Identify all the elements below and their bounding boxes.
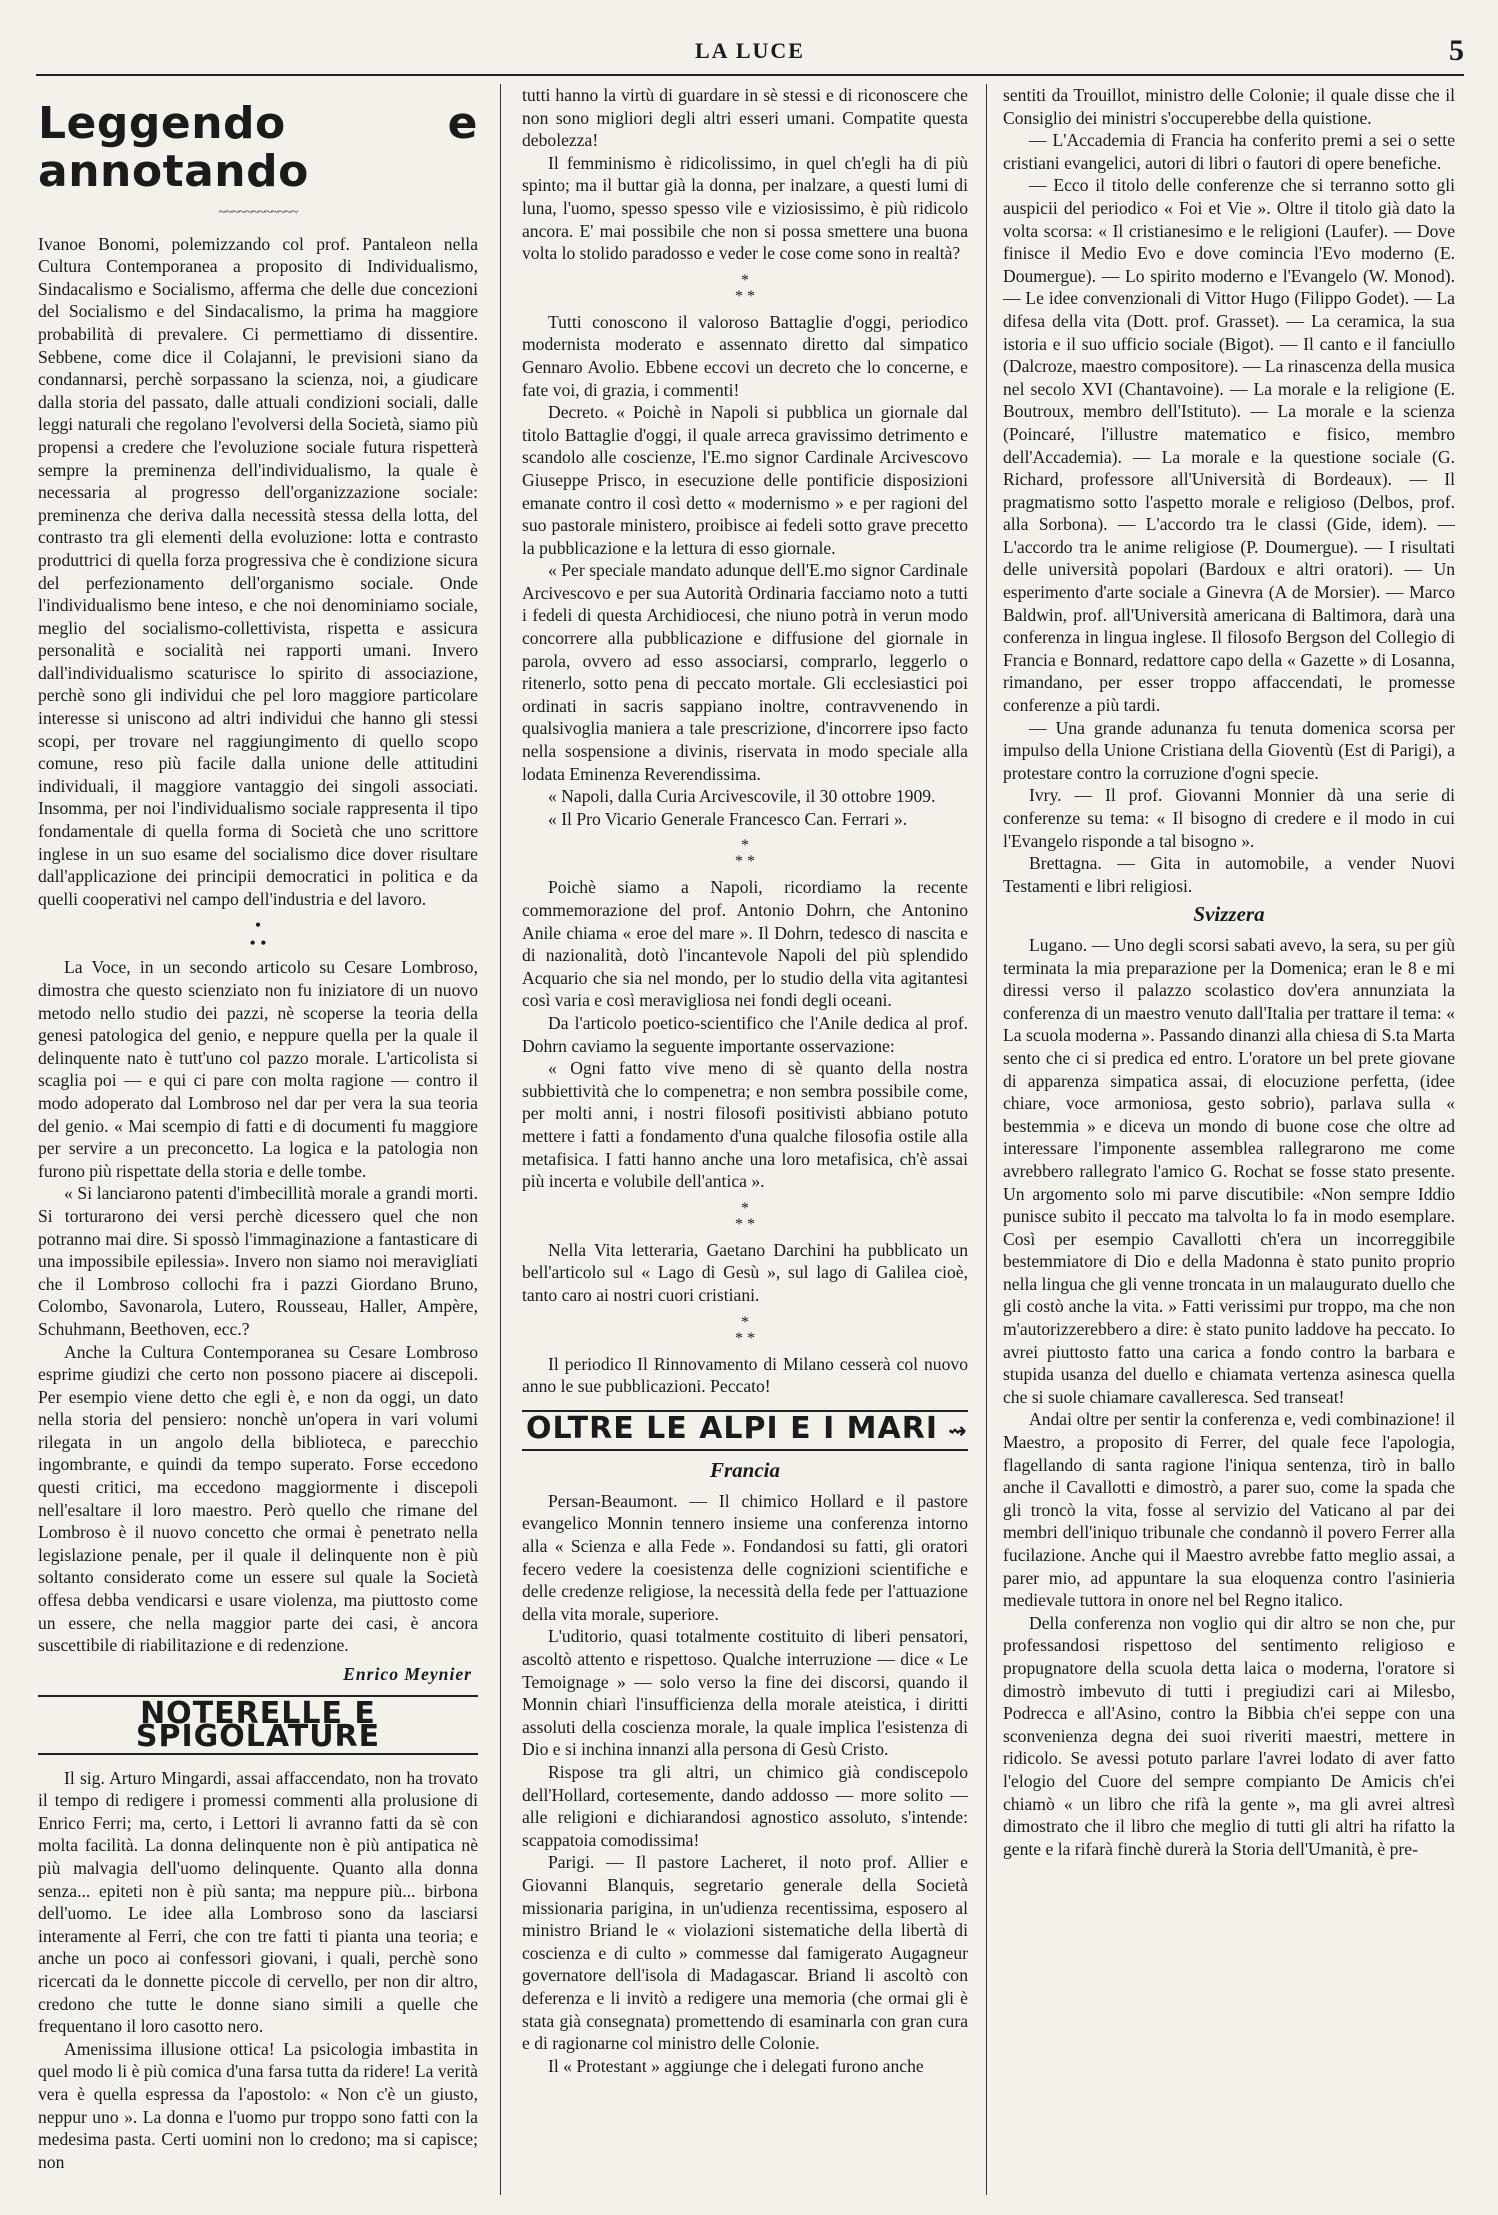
paragraph: Decreto. « Poichè in Napoli si pubblica un giornale dal titolo Battaglie d'oggi, il quale arreca gravissimo detrimento e scandolo alle coscienze, l'E.mo signor Cardinale Arcivescovo Giuseppe Prisco, in esecuzione delle pontificie disposizioni emanate contro il così detto « modernismo » e per ragioni del suo pastorale ministero, proibisce ai fedeli sotto grave precetto la pubblicazione e la lettura di esso giornale.	[522, 402, 968, 558]
paragraph: Amenissima illusione ottica! La psicologia imbastita in quel modo li è più comica d'una farsa tutta da ridere! La verità vera è quella espressa da l'apostolo: « Non c'è un giusto, neppur uno ». La donna e l'uomo pur troppo sono fatti con la medesima pasta. Certi uomini non lo credono; ma si capisce; non	[38, 2038, 478, 2172]
separator-asterisks: * * *	[735, 271, 755, 305]
paragraph: Nella Vita letteraria, Gaetano Darchini ha pubblicato un bell'articolo sul « Lago di Gesù », sul lago di Galilea cioè, tanto caro ai nostri cuori cristiani.	[522, 1239, 968, 1305]
subsection-title: Francia	[709, 1458, 780, 1483]
banner-arrow-icon: ⇝	[948, 1418, 968, 1444]
paragraph: Andai oltre per sentir la conferenza e, vedi combinazione! il Maestro, a proposito di Ferrer, del quale fece l'apologia, flagellando di santa ragione l'iniqua sentenza, tirò in ballo anche il Cavallotti e dimostrò, a parer suo, come la spada che gli troncò la vita, fosse al servizio del Vaticano al par dei membri dell'iniquo tribunale che condannò il povero Ferrer alla fucilazione. Anche qui il Maestro avrebbe fatto meglio assai, a parer mio, ad appuntare la sua eloquenza contro l'asinieria medievale tuttora in onore nel bel Regno italico.	[1003, 1409, 1455, 1611]
column-rule-1	[500, 84, 501, 2195]
separator-asterisks: * * *	[735, 1199, 755, 1233]
paragraph: Ivry. — Il prof. Giovanni Monnier dà una serie di conferenze su tema: « Il bisogno di credere e il modo in cui l'Evangelo risponde a tal bisogno ».	[1003, 785, 1455, 851]
page-number: 5	[1449, 34, 1464, 67]
banner-title: OLTRE LE ALPI E I MARI	[526, 1410, 939, 1446]
paragraph: La Voce, in un secondo articolo su Cesare Lombroso, dimostra che questo scienziato non fu iniziatore di un nuovo metodo nello studio dei pazzi, nè scoperse la teoria della genesi patologica del genio, e neppure quella per la quale il delinquente nato è tutt'uno col pazzo morale. L'articolista si scaglia poi — e qui ci pare con molta ragione — contro il modo adoperato dal Lombroso nel dar per vera la sua teoria del genio. « Mai scempio di fatti e di documenti fu maggiore per servire a un preconcetto. La logica e la patologia non furono più rispettate della storia e delle tombe.	[38, 957, 478, 1181]
column-rule-2	[986, 84, 987, 2195]
page-header	[36, 36, 1464, 76]
author-signature: Enrico Meynier	[343, 1663, 472, 1684]
paragraph: Il femminismo è ridicolissimo, in quel ch'egli ha di più spinto; ma il buttar già la donna, per inalzare, a questi lumi di luna, l'uomo, spesso spesso vile e viziosissimo, è più ridicolo ancora. E' mai possibile che non si possa smettere una buona volta lo stolido paradosso e veder le cose come sono in realtà?	[522, 152, 968, 264]
paragraph: tutti hanno la virtù di guardare in sè stessi e di riconoscere che non sono migliori degli altri esseri umani. Compatite questa debolezza!	[522, 85, 968, 151]
paragraph: Della conferenza non voglio qui dir altro se non che, pur professandosi rispettoso del sentimento religioso e propugnatore della scuola detta laica o moderna, l'oratore si dimostrò imbevuto di tutti i pregiudizi cari ai Milesbo, Podrecca e all'Asino, contro la Bibbia ch'ei seppe con una sconvenienza degna dei suoi riveriti maestri, mettere in ridicolo. Se avessi potuto parlare l'avrei lodato di aver fatto l'elogio del Cuore del sempre compianto De Amicis ch'ei chiamò « un libro che rifà la gente », ma gli avrei altresì dimostrato che il libro che meglio di tutti gli altri ha rifatto la gente e la rifarà finchè durerà la Storia dell'Umanità, è pre-	[1003, 1612, 1455, 1859]
paragraph: « Ogni fatto vive meno di sè quanto della nostra subbiettività che lo compenetra; e non sembra possibile come, per molti anni, i nostri filosofi positivisti abbiano potuto mettere i fatti a fondamento d'una qualche filosofia ostile alla metafisica. I fatti hanno anche una loro metafisica, ch'è assai più incerta e volubile dell'antica ».	[522, 1058, 968, 1192]
column-1	[38, 84, 478, 2195]
section-heading: NOTERELLE E SPIGOLATURE	[38, 1695, 478, 1754]
article-title: Leggendo e annotando	[38, 98, 478, 197]
paragraph: Ivanoe Bonomi, polemizzando col prof. Pantaleon nella Cultura Contemporanea a proposito di Individualismo, Sindacalismo e Socialismo, afferma che delle due concezioni del Socialismo e del Sindacalismo, la prima ha maggiore probabilità di prevalere. Ci permettiamo di dissentire. Sebbene, come dice il Colajanni, le previsioni siano da condannarsi, perchè sorpassano la scienza, noi, a giudicare dalla storia del passato, dalle attuali condizioni sociali, dalle leggi naturali che regolano l'evolversi della Società, siamo più propensi a credere che l'evoluzione sociale futura rispetterà sempre la preminenza dell'individualismo, la quale è necessaria al progresso dell'organizzazione sociale: preminenza che deriva dalla necessità stessa della lotta, del contrasto tra gli elementi della evoluzione: lotta e contrasto produttrici di quella forza progressiva che è condizione sicura del perfezionamento dell'organismo sociale. Onde l'individualismo bene inteso, e che noi denominiamo sociale, meglio del socialismo-collettivista, rispetta e assicura personalità e socialità nei rapporti umani. Invero dall'individualismo scaturisce lo spirito di associazione, perchè sono gli individui che pel loro maggiore particolare interesse si uniscono ad altri individui che hanno gli stessi scopi, per trovare nel raggiungimento di quello scopo comune, reso più facile dalla unione delle attitudini individuali, il maggiore vantaggio dei singoli associati. Insomma, per noi l'individualismo sociale rappresenta il tipo fondamentale di quella forma di Società che uno scrittore inglese in un suo esame del socialismo dice dover risultare dall'applicazione dei principii democratici in politica e da quelli cooperativi nel campo dell'industria e del lavoro.	[38, 233, 478, 909]
paragraph: Parigi. — Il pastore Lacheret, il noto prof. Allier e Giovanni Blanquis, segretario generale della Società missionaria parigina, in un'udienza recentissima, esposero al ministro Briand le « violazioni sistematiche della libertà di coscienza e di culto » commesse dal famigerato Augagneur governatore dell'isola di Madagascar. Briand li ascoltò con deferenza e li invitò a redigere una memoria (che ormai gli è stata già consegnata) promettendo di esaminarla con gran cura e di ragionarne col ministro delle Colonie.	[522, 1852, 968, 2054]
paragraph: Anche la Cultura Contemporanea su Cesare Lombroso esprime giudizi che certo non possono piacere ai discepoli. Per esempio viene detto che egli è, e non da oggi, un dato nella storia del pensiero: nonchè un'opera in vari volumi rilegata in un angolo della biblioteca, e parecchio ingombrante, e quindi da tempo superato. Forse eccedono questi critici, ma eccedono maggiormente i discepoli nell'esaltare il loro maestro. Però quello che rimane del Lombroso è il nuovo concetto che ormai è penetrato nella legislazione penale, per il quale il delinquente non è più soltanto considerato come un essere sul quale la Società offesa debba vendicarsi e usare violenza, ma piuttosto come un essere, che nella maggior parte dei casi, è ancora suscettibile di riabilitazione e di redenzione.	[38, 1341, 478, 1656]
paragraph: — Ecco il titolo delle conferenze che si terranno sotto gli auspicii del periodico « Foi et Vie ». Oltre il titolo già dato la volta scorsa: « Il cristianesimo e le religioni (Laufer). — Dove finisce il Medio Evo e dove comincia l'Evo moderno (E. Doumergue). — Lo spirito moderno e l'Evangelo (W. Monod). — Le idee convenzionali di Vittor Hugo (Filippo Godet). — La difesa della vita (Dott. prof. Grasset). — La ceramica, la sua istoria e il suo ufficio sociale (Bigot). — Il canto e il fanciullo (Dalcroze, maestro compositore). — La rinascenza della musica nel secolo XVI (Chantavoine). — La morale e la religione (E. Boutroux, membro dell'Istituto). — La morale e la scienza (Poincaré, l'illustre matematico e fisico, membro dell'Accademia). — La morale e la questione sociale (G. Richard, professore all'Università di Bordeaux). — Il pragmatismo sotto l'aspetto morale e religioso (Delbos, prof. alla Sorbona). — L'accordo tra le classi (Gide, idem). — L'accordo tra le anime religiose (P. Doumergue). — I risultati delle università popolari (Bardoux e altri oratori). — Un esperimento d'arte sociale a Ginevra (A de Morsier). — Marco Baldwin, prof. all'Università americana di Baltimora, darà una conferenza in lingua inglese. Il filosofo Bergson del Collegio di Francia e Bonnard, redattore capo della « Gazette » di Losanna, rimandano, per esser troppo affaccendati, le promesse conferenze a più tardi.	[1003, 175, 1455, 716]
paragraph: — L'Accademia di Francia ha conferito premi a sei o sette cristiani evangelici, autori di libri o fautori di opere benefiche.	[1003, 130, 1455, 173]
section-banner	[522, 1410, 968, 1452]
title-ornament: ~~~~~~~~~~~~	[218, 205, 298, 220]
paragraph: Persan-Beaumont. — Il chimico Hollard e il pastore evangelico Monnin tennero insieme una conferenza intorno alla « Scienza e alla Fede ». Fondandosi su fatti, gli oratori fecero vedere la coesistenza delle cognizioni scientifiche e delle credenze religiose, la necessità della fede per l'attuazione della vita morale, superiore.	[522, 1490, 968, 1624]
subsection-title: Svizzera	[1193, 902, 1265, 927]
paragraph: Il « Protestant » aggiunge che i delegati furono anche	[548, 2055, 924, 2076]
newspaper-title: LA LUCE	[695, 38, 805, 63]
separator-asterisks: * * *	[735, 837, 755, 871]
paragraph: « Si lanciarono patenti d'imbecillità morale a grandi morti. Si torturarono dei versi perchè dicessero quel che non potranno mai dire. Si spossò l'immaginazione a fantasticare di una impossibile epilessia». Invero non siamo noi meravigliati che il Lombroso collochi fra i pazzi Giordano Bruno, Colombo, Savonarola, Lutero, Rousseau, Haller, Ampère, Schuhmann, Beethoven, ecc.?	[38, 1183, 478, 1339]
paragraph: « Per speciale mandato adunque dell'E.mo signor Cardinale Arcivescovo e per sua Autorità Ordinaria facciamo noto a tutti i fedeli di questa Archidiocesi, che niuno potrà in verun modo concorrere alla pubblicazione e diffusione del giornale in parola, ovvero ad esso associarsi, comprarlo, leggerlo o ritenerlo, sotto pena di peccato mortale. Gli ecclesiastici poi ordinati in sacris sappiano inoltre, contravvenendo in qualsivoglia maniera a tale prescrizione, d'incorrere ipso facto nella sospensione a divinis, riservata in modo speciale alla lodata Eminenza Reverendissima.	[522, 560, 968, 784]
column-3	[1003, 84, 1455, 2195]
paragraph: Lugano. — Uno degli scorsi sabati avevo, la sera, su per giù terminata la mia preparazione per la Domenica; eran le 8 e mi diressi verso il palazzo scolastico dov'era annunziata la conferenza di un maestro venuto dall'Italia per trattare il tema: « La scuola moderna ». Passando dinanzi alla chiesa di S.ta Marta sento che ci si predica ed entro. L'oratore un bel prete giovane di apparenza simpatica assai, di elocuzione perfetta, (idee chiare, voce armoniosa, gesto sobrio), parlava sulla « bestemmia » e diceva un mondo di buone cose che oltre ad interessare l'imponente assemblea rallegrarono me come avrebbero rallegrato l'amico G. Rochat se fosse stato presente. Un argomento solo mi parve discutibile: «Non sempre Iddio punisce subito il peccato ma talvolta lo fa in modo esemplare. Così per esempio Cavallotti ch'era un incorreggibile bestemmiatore di Dio e della Madonna è stato punito proprio nella lingua che gli venne troncata in un malaugurato duello che gli costò anche la vita. » Fatti verissimi pur troppo, ma che non m'autorizzerebbero a dire: è stato punito laddove ha peccato. Io avrei piuttosto fatto una carica a fondo contro la barbara e stupida usanza del duello e chiamata vertenza asinesca quella che si suole chiamare cavalleresca. Sed transeat!	[1003, 934, 1455, 1407]
paragraph: Da l'articolo poetico-scientifico che l'Anile dedica al prof. Dohrn caviamo la seguente importante osservazione:	[522, 1012, 968, 1056]
paragraph: Il periodico Il Rinnovamento di Milano cesserà col nuovo anno le sue pubblicazioni. Peccato!	[522, 1353, 968, 1397]
paragraph: « Napoli, dalla Curia Arcivescovile, il 30 ottobre 1909.	[548, 786, 936, 807]
paragraph: Poichè siamo a Napoli, ricordiamo la recente commemorazione del prof. Antonio Dohrn, che Antonino Anile chiama « eroe del mare ». Il Dohrn, tedesco di nascita e di nazionalità, dotò l'incantevole Napoli del più splendido Acquario che sia nel mondo, per lo studio della vita agitantesi così varia e così meravigliosa nei fondi degli oceani.	[522, 877, 968, 1011]
paragraph: sentiti da Trouillot, ministro delle Colonie; il quale disse che il Consiglio dei ministri s'occuperebbe della quistione.	[1003, 85, 1455, 128]
separator-asterisks: * * *	[735, 1313, 755, 1347]
paragraph: « Il Pro Vicario Generale Francesco Can. Ferrari ».	[548, 808, 908, 829]
paragraph: Tutti conoscono il valoroso Battaglie d'oggi, periodico modernista moderato e assennato diretto dal simpatico Gennaro Avolio. Ebbene eccovi un decreto che lo concerne, e fate voi, di grazia, i commenti!	[522, 311, 968, 400]
paragraph: L'uditorio, quasi totalmente costituito di liberi pensatori, ascoltò attento e rispettoso. Qualche interruzione — dice « Le Temoignage » — solo verso la fine dei discorsi, quando il Monnin chiarì l'insufficienza della morale ateistica, i diritti assoluti della coscienza morale, la quale implica l'esistenza di Dio e si inchina innanzi alla persona di Gesù Cristo.	[522, 1626, 968, 1760]
column-2	[522, 84, 968, 2195]
paragraph: Il sig. Arturo Mingardi, assai affaccendato, non ha trovato il tempo di redigere i promessi commenti alla prolusione di Enrico Ferri; ma, certo, i Lettori li avranno fatti da sè con molta facilità. La donna delinquente non è più antipatica nè più malvagia dell'uomo delinquente. Quanto alla donna senza... epiteti non è più santa; ma neppure più... birbona dell'uomo. Le idee alla Lombroso sono da lasciarsi interamente al Ferri, che con tre fatti ti pianta una teoria; e anche un poco ai confessori giovani, i quali, perchè sono ricercati da le donnette piccole di cervello, per non dir altro, credono che tutte le donne siano simili a quelle che frequentano il loro casotto nero.	[38, 1767, 478, 2037]
paragraph: Rispose tra gli altri, un chimico già condiscepolo dell'Hollard, cortesemente, dando addosso — more solito — alle religioni e dichiarandosi agnostico assoluto, s'intende: scappatoia comodissima!	[522, 1762, 968, 1850]
separator-dots: • • •	[249, 915, 267, 954]
paragraph: — Una grande adunanza fu tenuta domenica scorsa per impulso della Unione Cristiana della Gioventù (Est di Parigi), a protestare contro la corruzione d'ogni specie.	[1003, 717, 1455, 783]
paragraph: Brettagna. — Gita in automobile, a vender Nuovi Testamenti e libri religiosi.	[1003, 853, 1455, 896]
